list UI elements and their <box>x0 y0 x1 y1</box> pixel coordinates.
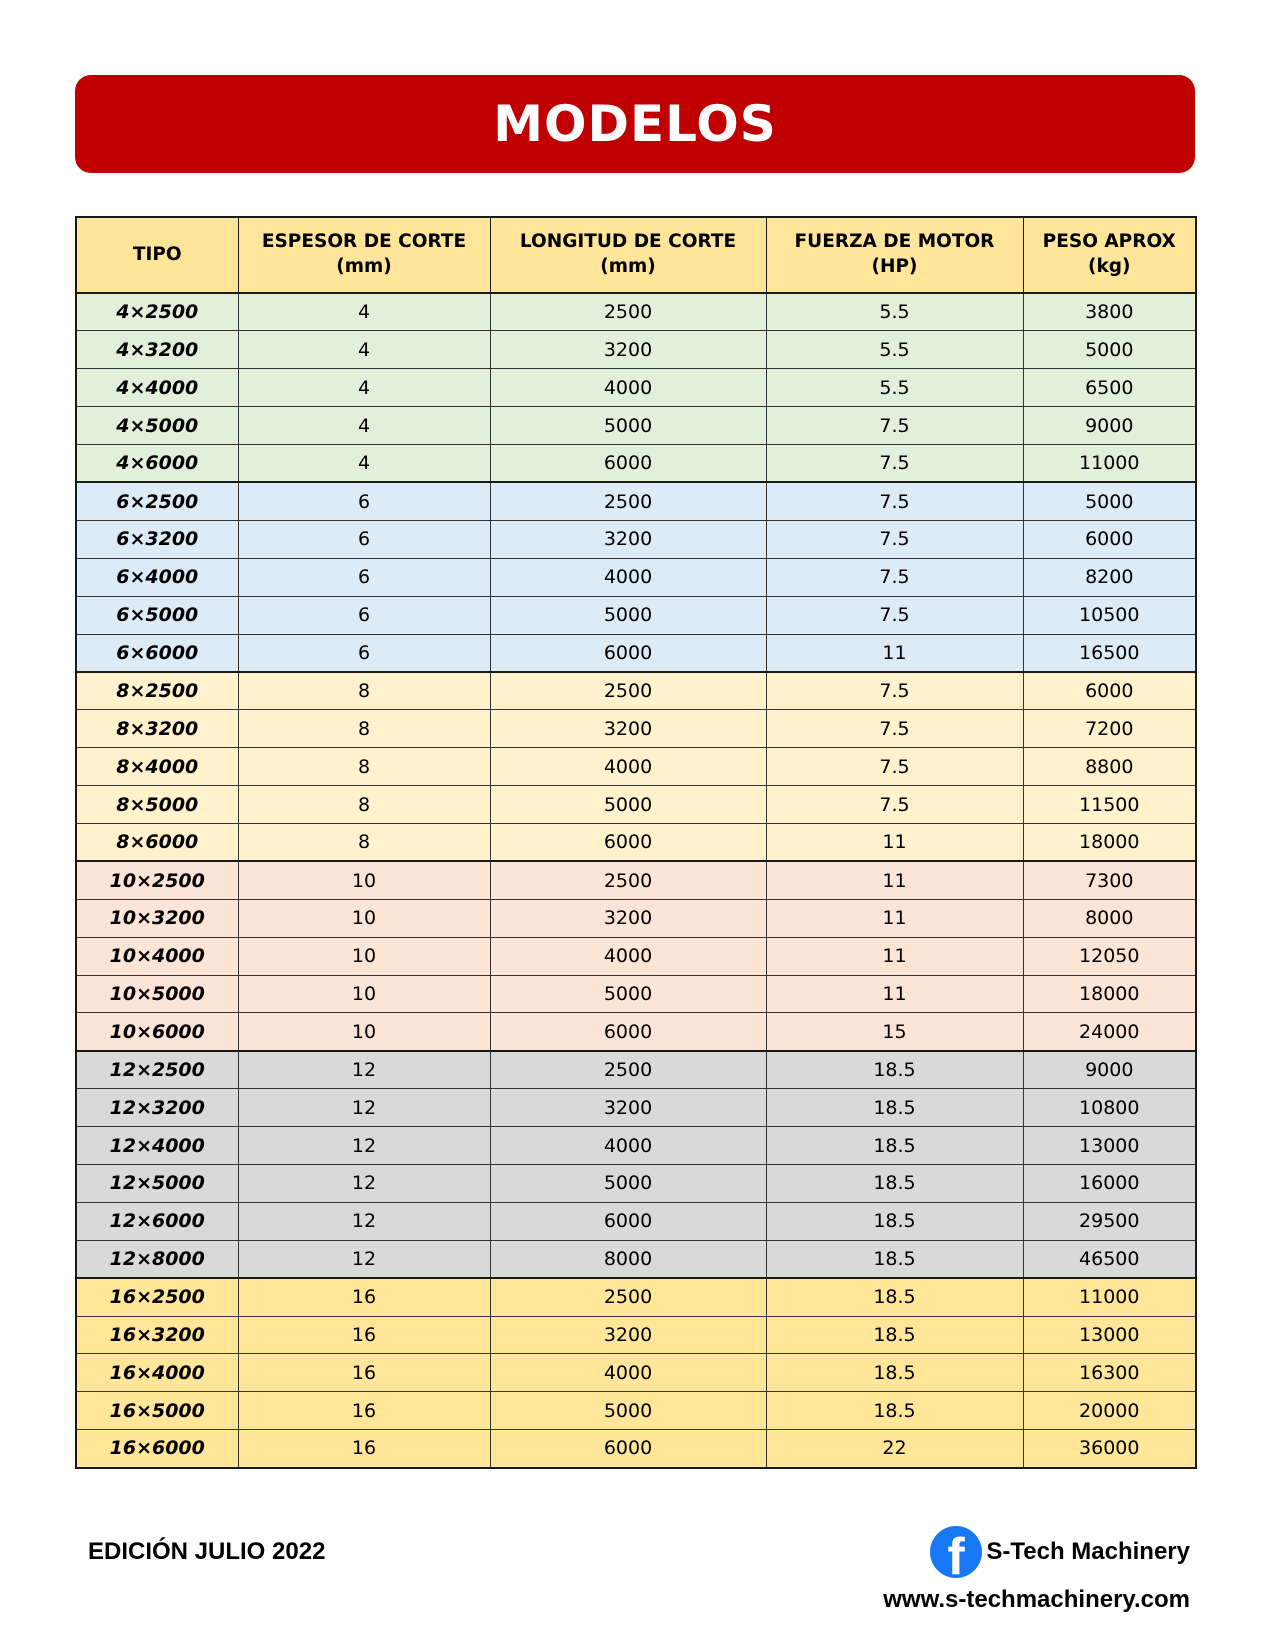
cell-fuerza: 7.5 <box>766 596 1023 634</box>
cell-fuerza: 18.5 <box>766 1316 1023 1354</box>
cell-espesor: 16 <box>238 1354 490 1392</box>
cell-longitud: 3200 <box>490 1089 766 1127</box>
cell-peso: 11000 <box>1023 445 1196 483</box>
cell-fuerza: 18.5 <box>766 1202 1023 1240</box>
cell-tipo: 12×2500 <box>76 1051 238 1089</box>
cell-tipo: 16×3200 <box>76 1316 238 1354</box>
cell-longitud: 8000 <box>490 1240 766 1278</box>
cell-fuerza: 7.5 <box>766 748 1023 786</box>
header-fuerza <box>766 217 1023 293</box>
cell-peso: 16000 <box>1023 1164 1196 1202</box>
cell-tipo: 10×6000 <box>76 1013 238 1051</box>
cell-espesor: 8 <box>238 823 490 861</box>
cell-espesor: 6 <box>238 520 490 558</box>
cell-tipo: 12×5000 <box>76 1164 238 1202</box>
cell-peso: 18000 <box>1023 823 1196 861</box>
cell-longitud: 2500 <box>490 1051 766 1089</box>
cell-longitud: 2500 <box>490 482 766 520</box>
cell-longitud: 6000 <box>490 1013 766 1051</box>
cell-longitud: 4000 <box>490 937 766 975</box>
cell-longitud: 5000 <box>490 407 766 445</box>
cell-longitud: 6000 <box>490 445 766 483</box>
cell-tipo: 16×2500 <box>76 1278 238 1316</box>
header-unit: (HP) <box>871 256 918 277</box>
cell-fuerza: 7.5 <box>766 520 1023 558</box>
cell-fuerza: 18.5 <box>766 1051 1023 1089</box>
table-row <box>76 482 1196 520</box>
cell-longitud: 4000 <box>490 748 766 786</box>
cell-longitud: 5000 <box>490 1392 766 1430</box>
cell-espesor: 10 <box>238 1013 490 1051</box>
cell-longitud: 5000 <box>490 1164 766 1202</box>
cell-peso: 3800 <box>1023 293 1196 331</box>
table-row <box>76 672 1196 710</box>
header-unit: (mm) <box>600 256 656 277</box>
cell-tipo: 6×3200 <box>76 520 238 558</box>
header-label: PESO APROX <box>1042 231 1176 253</box>
cell-peso: 29500 <box>1023 1202 1196 1240</box>
cell-longitud: 4000 <box>490 558 766 596</box>
cell-espesor: 6 <box>238 558 490 596</box>
cell-tipo: 6×6000 <box>76 634 238 672</box>
table-row <box>76 520 1196 558</box>
table-row <box>76 1278 1196 1316</box>
cell-fuerza: 7.5 <box>766 558 1023 596</box>
cell-espesor: 10 <box>238 861 490 899</box>
table-row <box>76 596 1196 634</box>
cell-espesor: 12 <box>238 1240 490 1278</box>
cell-tipo: 12×3200 <box>76 1089 238 1127</box>
cell-longitud: 4000 <box>490 1127 766 1165</box>
cell-fuerza: 5.5 <box>766 369 1023 407</box>
cell-espesor: 6 <box>238 482 490 520</box>
cell-peso: 5000 <box>1023 482 1196 520</box>
cell-fuerza: 18.5 <box>766 1127 1023 1165</box>
cell-tipo: 10×5000 <box>76 975 238 1013</box>
cell-peso: 16500 <box>1023 634 1196 672</box>
cell-longitud: 6000 <box>490 1202 766 1240</box>
cell-peso: 24000 <box>1023 1013 1196 1051</box>
table-row <box>76 1316 1196 1354</box>
cell-espesor: 10 <box>238 899 490 937</box>
cell-fuerza: 18.5 <box>766 1392 1023 1430</box>
brand-line <box>883 1526 1190 1578</box>
header-label: ESPESOR DE CORTE <box>261 231 467 253</box>
cell-peso: 10500 <box>1023 596 1196 634</box>
cell-longitud: 3200 <box>490 520 766 558</box>
table-row <box>76 1013 1196 1051</box>
cell-fuerza: 11 <box>766 823 1023 861</box>
table-row <box>76 1354 1196 1392</box>
header-unit: (kg) <box>1088 256 1131 277</box>
cell-tipo: 10×2500 <box>76 861 238 899</box>
cell-peso: 8800 <box>1023 748 1196 786</box>
cell-longitud: 4000 <box>490 369 766 407</box>
cell-espesor: 6 <box>238 596 490 634</box>
table-row <box>76 558 1196 596</box>
brand-block <box>883 1526 1190 1614</box>
table-row <box>76 1430 1196 1468</box>
cell-peso: 6000 <box>1023 520 1196 558</box>
cell-fuerza: 18.5 <box>766 1164 1023 1202</box>
cell-longitud: 2500 <box>490 293 766 331</box>
cell-peso: 6500 <box>1023 369 1196 407</box>
cell-peso: 13000 <box>1023 1316 1196 1354</box>
cell-tipo: 4×3200 <box>76 331 238 369</box>
table-row <box>76 1164 1196 1202</box>
table-row <box>76 823 1196 861</box>
cell-espesor: 12 <box>238 1127 490 1165</box>
cell-longitud: 3200 <box>490 899 766 937</box>
cell-espesor: 6 <box>238 634 490 672</box>
cell-fuerza: 7.5 <box>766 672 1023 710</box>
cell-espesor: 12 <box>238 1202 490 1240</box>
cell-peso: 16300 <box>1023 1354 1196 1392</box>
table-row <box>76 293 1196 331</box>
cell-peso: 7300 <box>1023 861 1196 899</box>
table-row <box>76 445 1196 483</box>
table-row <box>76 1127 1196 1165</box>
cell-tipo: 6×2500 <box>76 482 238 520</box>
cell-longitud: 6000 <box>490 634 766 672</box>
facebook-glyph: f <box>947 1528 965 1578</box>
cell-fuerza: 11 <box>766 634 1023 672</box>
cell-peso: 20000 <box>1023 1392 1196 1430</box>
cell-tipo: 12×8000 <box>76 1240 238 1278</box>
cell-espesor: 4 <box>238 445 490 483</box>
cell-peso: 13000 <box>1023 1127 1196 1165</box>
cell-tipo: 10×4000 <box>76 937 238 975</box>
cell-fuerza: 18.5 <box>766 1354 1023 1392</box>
cell-peso: 11000 <box>1023 1278 1196 1316</box>
cell-peso: 46500 <box>1023 1240 1196 1278</box>
cell-tipo: 8×3200 <box>76 710 238 748</box>
cell-espesor: 8 <box>238 786 490 824</box>
table-row <box>76 1240 1196 1278</box>
cell-fuerza: 15 <box>766 1013 1023 1051</box>
cell-peso: 18000 <box>1023 975 1196 1013</box>
header-label: TIPO <box>132 243 182 265</box>
cell-espesor: 8 <box>238 748 490 786</box>
cell-tipo: 4×5000 <box>76 407 238 445</box>
cell-espesor: 4 <box>238 331 490 369</box>
table-row <box>76 1089 1196 1127</box>
cell-tipo: 12×6000 <box>76 1202 238 1240</box>
cell-espesor: 10 <box>238 937 490 975</box>
cell-longitud: 3200 <box>490 331 766 369</box>
cell-tipo: 6×4000 <box>76 558 238 596</box>
cell-tipo: 16×4000 <box>76 1354 238 1392</box>
cell-peso: 9000 <box>1023 1051 1196 1089</box>
website-link[interactable]: www.s-techmachinery.com <box>883 1586 1190 1613</box>
cell-tipo: 4×6000 <box>76 445 238 483</box>
cell-tipo: 8×4000 <box>76 748 238 786</box>
cell-tipo: 10×3200 <box>76 899 238 937</box>
header-row <box>76 217 1196 293</box>
cell-fuerza: 18.5 <box>766 1278 1023 1316</box>
cell-espesor: 16 <box>238 1392 490 1430</box>
cell-peso: 7200 <box>1023 710 1196 748</box>
table-row <box>76 786 1196 824</box>
table-row <box>76 975 1196 1013</box>
table-row <box>76 1051 1196 1089</box>
table-row <box>76 748 1196 786</box>
table-row <box>76 407 1196 445</box>
title-banner <box>75 75 1195 173</box>
cell-longitud: 6000 <box>490 823 766 861</box>
cell-espesor: 12 <box>238 1051 490 1089</box>
table-row <box>76 1202 1196 1240</box>
header-unit: (mm) <box>336 256 392 277</box>
cell-fuerza: 5.5 <box>766 293 1023 331</box>
cell-espesor: 4 <box>238 407 490 445</box>
edition-label: EDICIÓN JULIO 2022 <box>88 1538 326 1565</box>
cell-fuerza: 11 <box>766 975 1023 1013</box>
cell-longitud: 3200 <box>490 1316 766 1354</box>
table-row <box>76 1392 1196 1430</box>
cell-fuerza: 7.5 <box>766 786 1023 824</box>
cell-peso: 12050 <box>1023 937 1196 975</box>
cell-longitud: 5000 <box>490 975 766 1013</box>
header-label: LONGITUD DE CORTE <box>519 231 737 253</box>
table-body <box>76 293 1196 1468</box>
cell-tipo: 16×5000 <box>76 1392 238 1430</box>
header-tipo <box>76 217 238 293</box>
table-row <box>76 634 1196 672</box>
cell-fuerza: 7.5 <box>766 445 1023 483</box>
cell-longitud: 5000 <box>490 786 766 824</box>
table-row <box>76 937 1196 975</box>
cell-longitud: 3200 <box>490 710 766 748</box>
cell-peso: 9000 <box>1023 407 1196 445</box>
brand-name: S-Tech Machinery <box>986 1538 1190 1565</box>
cell-peso: 5000 <box>1023 331 1196 369</box>
cell-longitud: 6000 <box>490 1430 766 1468</box>
cell-tipo: 8×6000 <box>76 823 238 861</box>
cell-espesor: 12 <box>238 1089 490 1127</box>
cell-fuerza: 22 <box>766 1430 1023 1468</box>
cell-peso: 10800 <box>1023 1089 1196 1127</box>
table-row <box>76 899 1196 937</box>
table-row <box>76 710 1196 748</box>
cell-espesor: 8 <box>238 672 490 710</box>
header-longitud <box>490 217 766 293</box>
cell-tipo: 4×4000 <box>76 369 238 407</box>
cell-tipo: 16×6000 <box>76 1430 238 1468</box>
cell-tipo: 4×2500 <box>76 293 238 331</box>
cell-fuerza: 11 <box>766 861 1023 899</box>
cell-fuerza: 7.5 <box>766 407 1023 445</box>
cell-fuerza: 7.5 <box>766 710 1023 748</box>
cell-longitud: 2500 <box>490 1278 766 1316</box>
cell-peso: 8000 <box>1023 899 1196 937</box>
header-peso <box>1023 217 1196 293</box>
cell-peso: 8200 <box>1023 558 1196 596</box>
cell-fuerza: 7.5 <box>766 482 1023 520</box>
table-row <box>76 331 1196 369</box>
cell-espesor: 16 <box>238 1278 490 1316</box>
cell-tipo: 12×4000 <box>76 1127 238 1165</box>
cell-espesor: 8 <box>238 710 490 748</box>
cell-espesor: 10 <box>238 975 490 1013</box>
cell-tipo: 6×5000 <box>76 596 238 634</box>
cell-espesor: 16 <box>238 1316 490 1354</box>
cell-longitud: 5000 <box>490 596 766 634</box>
cell-peso: 36000 <box>1023 1430 1196 1468</box>
cell-espesor: 12 <box>238 1164 490 1202</box>
header-label: FUERZA DE MOTOR <box>794 231 995 253</box>
cell-espesor: 4 <box>238 293 490 331</box>
table-row <box>76 861 1196 899</box>
models-table-container <box>75 216 1195 1469</box>
header-espesor <box>238 217 490 293</box>
cell-longitud: 2500 <box>490 672 766 710</box>
cell-tipo: 8×2500 <box>76 672 238 710</box>
cell-fuerza: 5.5 <box>766 331 1023 369</box>
cell-fuerza: 18.5 <box>766 1240 1023 1278</box>
models-table <box>75 216 1197 1469</box>
cell-fuerza: 11 <box>766 899 1023 937</box>
cell-peso: 11500 <box>1023 786 1196 824</box>
cell-fuerza: 18.5 <box>766 1089 1023 1127</box>
cell-longitud: 2500 <box>490 861 766 899</box>
cell-espesor: 4 <box>238 369 490 407</box>
cell-tipo: 8×5000 <box>76 786 238 824</box>
cell-fuerza: 11 <box>766 937 1023 975</box>
cell-espesor: 16 <box>238 1430 490 1468</box>
cell-longitud: 4000 <box>490 1354 766 1392</box>
table-row <box>76 369 1196 407</box>
page-title: MODELOS <box>493 95 777 153</box>
cell-peso: 6000 <box>1023 672 1196 710</box>
facebook-icon[interactable] <box>930 1526 982 1578</box>
